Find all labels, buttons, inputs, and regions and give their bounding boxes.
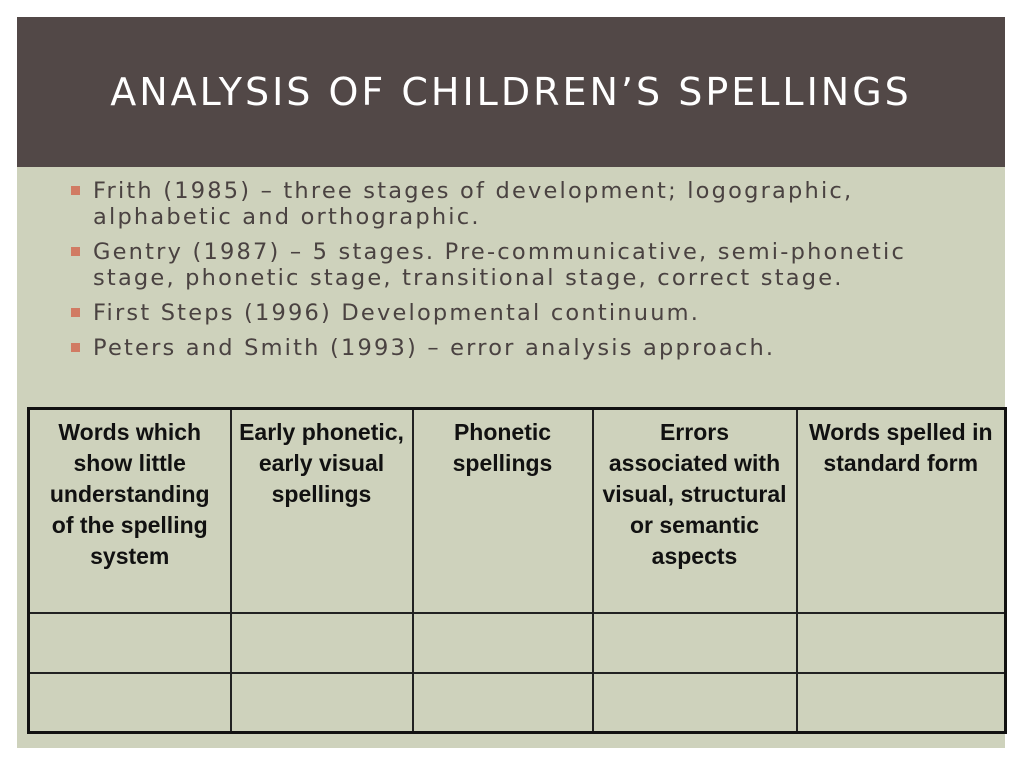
- table-cell: [231, 673, 413, 733]
- bullet-square-icon: [71, 247, 80, 256]
- table-cell: [413, 613, 593, 673]
- bullet-text: Peters and Smith (1993) – error analysis approach.: [93, 335, 776, 361]
- bullet-item: [70, 239, 950, 291]
- table-row: [29, 613, 1006, 673]
- table-row: [29, 673, 1006, 733]
- bullet-list: [70, 178, 950, 370]
- table-cell: [29, 613, 231, 673]
- table-cell: [593, 613, 797, 673]
- table-header-cell: Errors associated with visual, structural or semantic aspects: [593, 409, 797, 613]
- slide-title: ANALYSIS OF CHILDREN’S SPELLINGS: [110, 70, 912, 114]
- bullet-text: Gentry (1987) – 5 stages. Pre-communicative, semi-phonetic stage, phonetic stage, transitional stage, correct stage.: [93, 239, 907, 291]
- spelling-stages-table: [27, 407, 1007, 734]
- table-cell: [413, 673, 593, 733]
- bullet-square-icon: [71, 308, 80, 317]
- bullet-item: [70, 178, 950, 230]
- table-header-cell: Words which show little understanding of the spelling system: [29, 409, 231, 613]
- bullet-item: [70, 335, 950, 361]
- table-header-cell: Phonetic spellings: [413, 409, 593, 613]
- title-bar: [17, 17, 1005, 167]
- bullet-item: [70, 300, 950, 326]
- table-cell: [797, 673, 1006, 733]
- table-header-cell: Words spelled in standard form: [797, 409, 1006, 613]
- bullet-text: First Steps (1996) Developmental continuum.: [93, 300, 701, 326]
- bullet-square-icon: [71, 343, 80, 352]
- table-cell: [231, 613, 413, 673]
- table-cell: [29, 673, 231, 733]
- bullet-square-icon: [71, 186, 80, 195]
- table-header-row: [29, 409, 1006, 613]
- table-cell: [797, 613, 1006, 673]
- bullet-text: Frith (1985) – three stages of development; logographic, alphabetic and orthographic.: [93, 178, 854, 230]
- table-header-cell: Early phonetic, early visual spellings: [231, 409, 413, 613]
- table-cell: [593, 673, 797, 733]
